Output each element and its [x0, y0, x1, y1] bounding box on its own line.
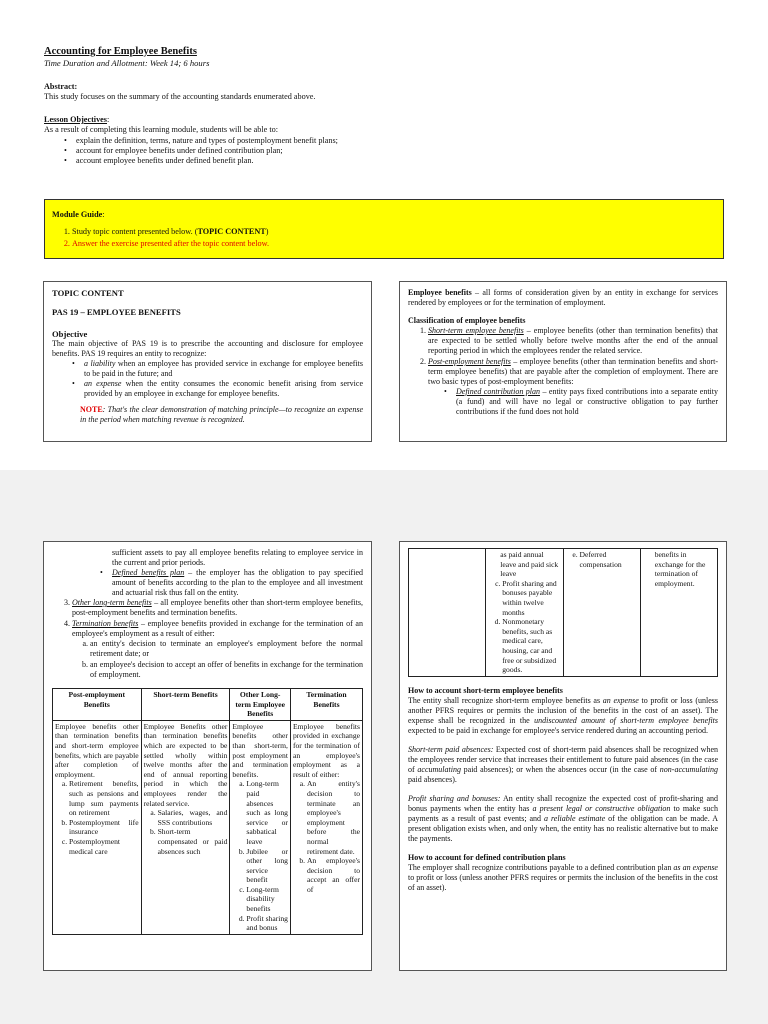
defined-benefits-bullet: • Defined benefits plan – the employer has the obligation to pay specified amount of benefits according to the plan to the employee and all investment and actuarial risk thus fall on the entity.: [100, 568, 363, 598]
accounting-card: [399, 541, 727, 971]
lesson-objectives: Lesson Objectives: As a result of completing this learning module, students will be able to: • explain the definition, terms, nature and types of postemployment benefit plans; • account for employee benefits under defined contribution plan; • account employee benefits under defined benefit plan.: [44, 115, 744, 166]
lesson-item: • account for employee benefits under defined contribution plan;: [64, 146, 744, 156]
guide-label: Module Guide: [52, 210, 103, 219]
benefits-continued-card: [43, 541, 372, 971]
lesson-label: Lesson Objectives: [44, 115, 107, 124]
table-header: Post-employment Benefits: [53, 689, 142, 721]
dc-continued: sufficient assets to pay all employee benefits relating to employee service in the current and prior periods.: [112, 548, 363, 567]
table-cell: Employee benefits other than short-term, post employment and termination benefits. a. Long-term paid absences such as long service or sabbatical leave b. Jubilee or other long service benefit c. Long-term disability benefits d. Profit sharing and bonus: [230, 720, 291, 934]
abstract-label: Abstract:: [44, 82, 78, 91]
table-row: [409, 549, 718, 677]
abstract-section: [44, 82, 744, 103]
pas-heading: PAS 19 – EMPLOYEE BENEFITS: [52, 307, 181, 317]
topic-content-card: [43, 281, 372, 442]
table-cell: as paid annual leave and paid sick leave c. Profit sharing and bonuses payable within twelve months d. Nonmonetary benefits, such as medical care, housing, car and free or subsidized goods.: [486, 549, 563, 677]
paid-absences-text: Short-term paid absences: Expected cost of short-term paid absences shall be recognized when the employees render service that increases their entitlement to future paid absences (in the case of accumulating paid absences); or when the absences occur (in the case of non-accumulating paid absences).: [408, 744, 718, 784]
table-header: Termination Benefits: [290, 689, 362, 721]
lesson-item: • account employee benefits under defined benefit plan.: [64, 156, 744, 166]
objective-text: The main objective of PAS 19 is to prescribe the accounting and disclosure for employee benefits. PAS 19 requires an entity to recognize:: [52, 339, 363, 358]
table-header-row: [53, 689, 363, 721]
table-cell: benefits in exchange for the termination of employment.: [640, 549, 717, 677]
termination-a: a. an entity's decision to terminate an employee's employment before the normal retirement date; or: [90, 639, 363, 659]
class-post-employment: 2. Post-employment benefits – employee benefits (other than termination benefits and short-term employee benefits) that are payable after the completion of employment. There are two basic types of post-employment benefits: • Defined contribution plan – entity pays fixed contributions into a separate entity (a fund) and will have no legal or constructive obligation to pay further contributions if the fund does not hold: [428, 357, 718, 417]
expense-bullet: • an expense when the entity consumes the economic benefit arising from service provided by an employee in exchange for employee benefits.: [72, 379, 363, 399]
profit-sharing-text: Profit sharing and bonuses: An entity shall recognize the expected cost of profit-sharing and bonus payments when the entity has a present legal or constructive obligation to make such payments as a result of past events; and a reliable estimate of the obligation can be made. A present obligation exists when, and only when, the entity has no realistic alternative but to make the payments.: [408, 793, 718, 843]
class-short-term: 1. Short-term employee benefits – employee benefits (other than termination benefits) that are expected to be settled wholly before twelve months after the end of the annual reporting period in which the employees render the related service.: [428, 326, 718, 356]
benefits-table-continued: [408, 548, 718, 677]
lesson-item: • explain the definition, terms, nature and types of postemployment benefit plans;: [64, 136, 744, 146]
table-header: Short-term Benefits: [141, 689, 230, 721]
eb-definition: Employee benefits – all forms of consideration given by an entity in exchange for services rendered by employees or for the termination of employment.: [408, 288, 719, 307]
termination-b: b. an employee's decision to accept an offer of benefits in exchange for the termination of employment.: [90, 660, 363, 680]
table-cell: Employee Benefits other than termination benefits which are expected to be settled wholly within twelve months after the end of annual reporting period in which the employees render the related service. a. Salaries, wages, and SSS contributions b. Short-term compensated or paid absences such: [141, 720, 230, 934]
classification-heading: Classification of employee benefits: [408, 316, 526, 325]
guide-step-2: 2. Answer the exercise presented after the topic content below.: [72, 239, 716, 249]
table-cell: Employee benefits other than termination benefits and short-term employee benefits, which are payable after completion of employment. a. Retirement benefits, such as pensions and lump sum payments on retirement b. Postemployment life insurance c. Postemployment medical care: [53, 720, 142, 934]
guide-step-1: 1. Study topic content presented below. (TOPIC CONTENT): [72, 227, 716, 237]
short-term-text: The entity shall recognize short-term employee benefits as an expense to profit or loss (unless another PFRS requires or permits the inclusion of the benefits in the cost of an asset). The expense shall be recognized in the undiscounted amount of short-term employee benefits expected to be paid in exchange for employee's service rendered during an accounting period.: [408, 695, 719, 735]
defined-contribution-bullet: • Defined contribution plan – entity pays fixed contributions into a separate entity (a fund) and will have no legal or constructive obligation to pay further contributions if the fund does not hold: [444, 387, 718, 417]
abstract-text: This study focuses on the summary of the accounting standards enumerated above.: [44, 92, 316, 102]
table-header: Other Long-term Employee Benefits: [230, 689, 291, 721]
topic-heading: TOPIC CONTENT: [52, 288, 124, 298]
class-termination: 4. Termination benefits – employee benefits provided in exchange for the termination of an employee's employment as a result of either: a. an entity's decision to terminate an employee's employment before the normal retirement date; or b. an employee's decision to accept an offer of benefits in exchange for the termination of employment.: [72, 619, 363, 680]
document-title: Accounting for Employee Benefits: [44, 46, 197, 57]
employee-benefits-card: [399, 281, 727, 442]
table-row: [53, 720, 363, 934]
defined-contribution-text: The employer shall recognize contributions payable to a defined contribution plan as an expense to profit or loss (unless another PFRS requires or permits the inclusion of the benefits in the cost of an asset).: [408, 862, 718, 892]
note-text: NOTE: That's the clear demonstration of matching principle—to recognize an expense in the period when matching revenue is recognized.: [80, 405, 363, 424]
benefits-table: [52, 688, 363, 935]
document-subtitle: Time Duration and Allotment: Week 14; 6 hours: [44, 58, 210, 68]
class-other-long-term: 3. Other long-term benefits – all employee benefits other than short-term employee benefits, post-employment benefits and termination benefits.: [72, 598, 363, 618]
module-guide-box: Module Guide: 1. Study topic content presented below. (TOPIC CONTENT) 2. Answer the exercise presented after the topic content below.: [44, 199, 724, 259]
short-term-heading: How to account short-term employee benefits: [408, 685, 563, 695]
table-cell: Employee benefits provided in exchange for the termination of an employee's employment as a result of either: a. An entity's decision to terminate an employee's employment before the normal retirement date. b. An employee's decision to accept an offer of: [290, 720, 362, 934]
liability-bullet: • a liability when an employee has provided service in exchange for employee benefits to be paid in the future; and: [72, 359, 363, 379]
table-cell: [409, 549, 486, 677]
lesson-intro: As a result of completing this learning module, students will be able to:: [44, 125, 278, 135]
table-cell: e. Deferred compensation: [563, 549, 640, 677]
defined-contribution-heading: How to account for defined contribution plans: [408, 852, 566, 862]
objective-heading: Objective: [52, 329, 88, 339]
